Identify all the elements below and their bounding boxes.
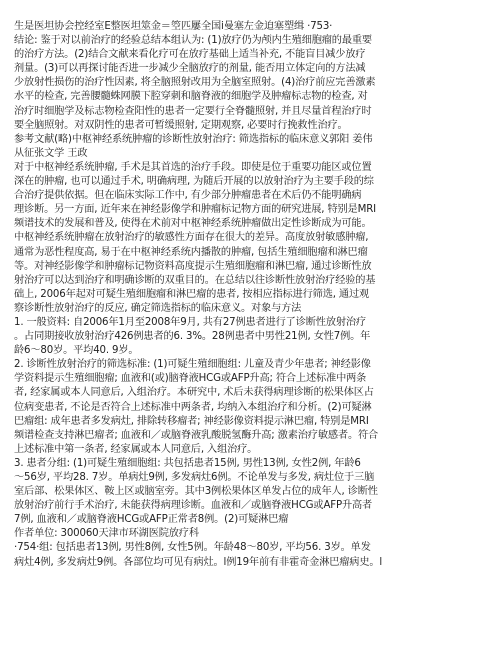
author-affiliation: 作者单位: 300060天津市环湖医院放疗科 bbox=[14, 528, 199, 540]
text-line: 察诊断性放射治疗的反应, 确定筛选指标的临床意义。对象与方法 bbox=[14, 302, 302, 314]
text-line: 通常为恶性程度高, 易于在中枢神经系统内播散的肿瘤, 包括生殖细胞瘤和淋巴瘤 bbox=[14, 246, 368, 258]
text-line: 病灶4例, 多发病灶9例。各部位均可见有病灶。l例19年前有非霍奇金淋巴瘤病史。l bbox=[14, 556, 383, 568]
text-line: 治疗时细胞学及标志物检查阳性的患者一定要行全脊髓照射, 并且尽量首程治疗时 bbox=[14, 105, 372, 117]
text-line: 频谱检查支持淋巴瘤者; 血液和／或脑脊液乳酸脱氢酶升高; 激素治疗敏感者。符合 bbox=[14, 429, 379, 441]
text-line: 射治疗可以达到治疗和明确诊断的双重目的。在总结以往诊断性放射治疗经验的基 bbox=[14, 274, 376, 286]
text-line: 理诊断。另一方面, 近年来在神经影像学和肿瘤标记物方面的研究进展, 特别是MRI bbox=[14, 204, 377, 216]
text-line: 剂量。(3)可以再探讨能否进一步减少全脑放疗的剂量, 能否用立体定向的方法减 bbox=[14, 63, 366, 75]
text-line: ～56岁, 平均28. 7岁。单病灶9例, 多发病灶6例。不论单发与多发, 病灶位于三脑 bbox=[14, 472, 375, 483]
text-line: 从征张文学 王政 bbox=[14, 147, 88, 159]
text-line: 者, 经家属或本人同意后, 入组治疗。本研究中, 术后未获得病理诊断的松果体区占 bbox=[14, 387, 374, 399]
text-line: 上述标准中第一条者, 经家属或本人同意后, 入组治疗。 bbox=[14, 443, 258, 455]
text-line: 的治疗方法。(2)结合文献来看化疗可在放疗基础上适当补充, 不能盲目减少放疗 bbox=[14, 49, 366, 61]
text-line: 7例, 血液和／或脑脊液HCG或AFP正常者8例。(2)可疑淋巴瘤 bbox=[14, 514, 289, 526]
text-line: 生是医坦协会控经室E整医坦筮金＝箜匹屢全国i曼塞左金迫塞塑缉 ·753· bbox=[14, 21, 333, 32]
text-line: 结论: 鉴于对以前治疗的经验总结本组认为: (1)放疗仍为颅内生殖细胞瘤的最重要 bbox=[14, 35, 372, 47]
text-line: 2. 诊断性放射治疗的筛选标准: (1)可疑生殖细胞组: 儿童及青少年患者; 神经影像 bbox=[14, 359, 371, 371]
text-line: 学资料提示生殖细胞瘤; 血液和(或)脑脊液HCG或AFP升高; 符合上述标准中两条 bbox=[14, 373, 367, 385]
text-line: 3. 患者分组: (1)可疑生殖细胞组: 共包括患者15例, 男性13例, 女性2例, 年龄6 bbox=[14, 457, 361, 469]
text-line: 龄6～80岁。平均40. 9岁。 bbox=[14, 345, 139, 357]
text-line: 放射治疗前行手术治疗, 未能获得病理诊断。血液和／或脑脊液HCG或AFP升高者 bbox=[14, 500, 373, 512]
text-line: 巴瘤组: 成年患者多发病灶, 排除转移瘤者; 神经影像资料提示淋巴瘤, 特别是MRI bbox=[14, 415, 369, 427]
text-line: 中枢神经系统肿瘤在放射治疗的敏感性方面存在很大的差异。高度放射敏感肿瘤, bbox=[14, 232, 369, 244]
text-line: 少放射性损伤的治疗性因素, 将全脑照射改用为全脑室照射。(4)治疗前应完善激素 bbox=[14, 77, 376, 89]
text-line: ·754·组: 包括患者13例, 男性8例, 女性5例。年龄48～80岁, 平均56. 3岁。单发 bbox=[14, 542, 371, 554]
text-line: 深在的肿瘤, 也可以通过手术, 明确病理, 为随后开展的以放射治疗为主要手段的综 bbox=[14, 176, 374, 188]
text-line: 位病变患者, 不论是否符合上述标准中两条者, 均纳入本组治疗和分析。(2)可疑淋 bbox=[14, 401, 372, 413]
text-line: 室后部、松果体区、鞍上区或脑室旁。其中3例松果体区单发占位的成年人, 诊断性 bbox=[14, 486, 378, 498]
text-line: 。占同期接收放射治疗426例患者的6. 3%。28例患者中男性21例, 女性7例。年 bbox=[14, 331, 371, 343]
text-line: 础上, 2006年起对可疑生殖细胞瘤和淋巴瘤的患者, 按相应指标进行筛选, 通过观 bbox=[14, 288, 370, 300]
text-line: 水平的检查, 完善腰髓蛛网膜下腔穿刺和脑脊液的细胞学及肿瘤标志物的检查, 对 bbox=[14, 91, 368, 103]
text-line: 1. 一般资料: 自2006年1月至2008年9月, 共有27例患者进行了诊断性放射治疗 bbox=[14, 316, 366, 328]
text-line: 等。对神经影像学和肿瘤标记物资料高度提示生殖细胞瘤和淋巴瘤, 通过诊断性放 bbox=[14, 260, 372, 272]
text-line: 对于中枢神经系统肿瘤, 手术是其首选的治疗手段。即使是位于重要功能区或位置 bbox=[14, 161, 372, 173]
text-line: 频谱技术的发展和普及, 使得在术前对中枢神经系统肿瘤做出定性诊断成为可能。 bbox=[14, 218, 372, 230]
text-line: 合治疗提供依据。但在临床实际工作中, 有少部分肿瘤患者在术后仍不能明确病 bbox=[14, 190, 362, 202]
text-line: 参考文献(略)中枢神经系统肿瘤的诊断性放射治疗: 筛选指标的临床意义郭阳 姜伟 bbox=[14, 133, 373, 145]
text-line: 要全脑照射。对双阴性的患者可暂缓照射, 定期观察, 必要时行挽救性治疗。 bbox=[14, 119, 348, 131]
